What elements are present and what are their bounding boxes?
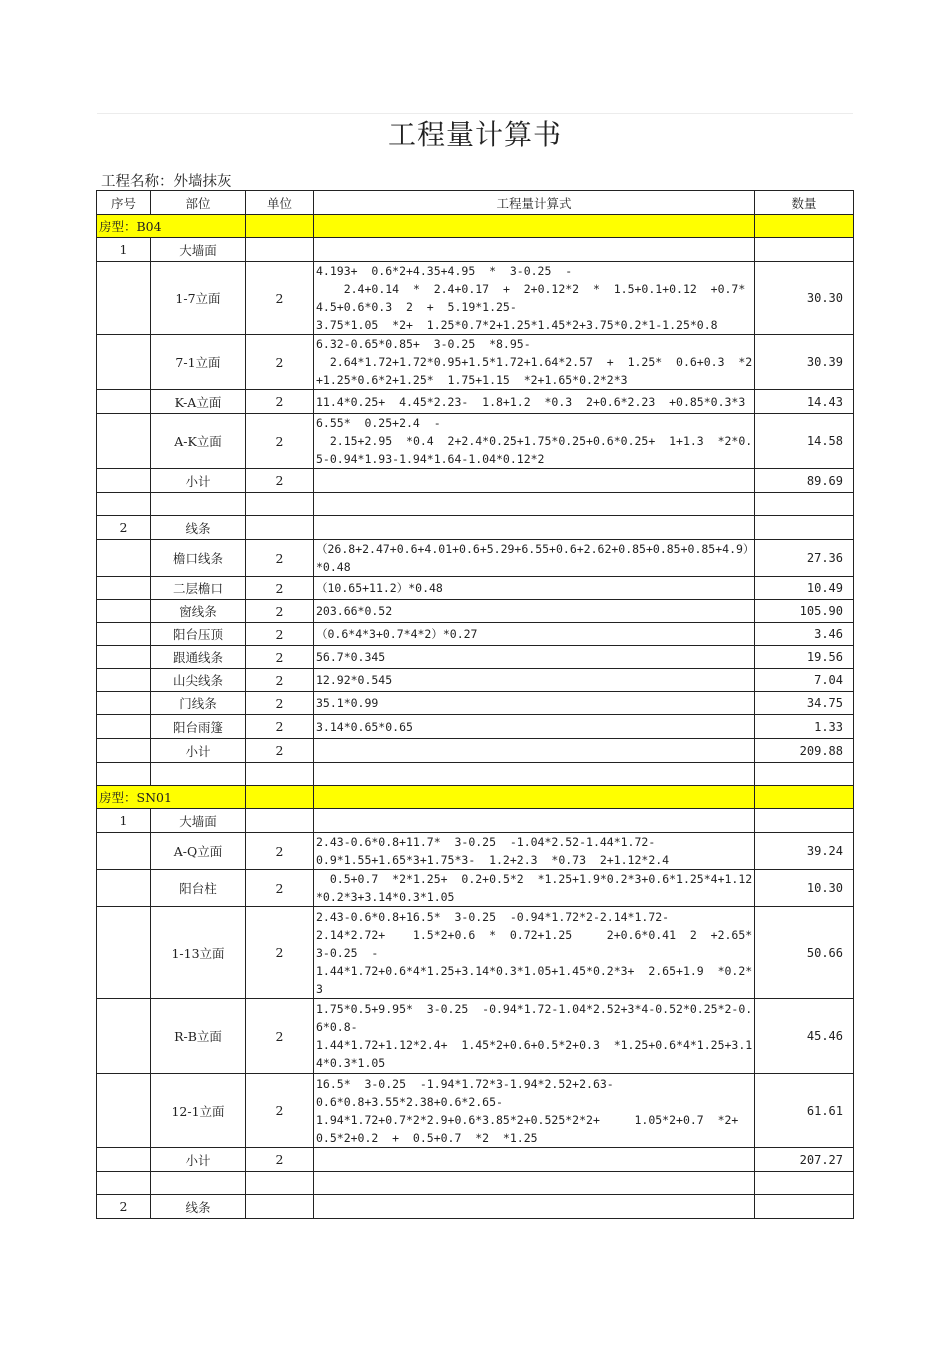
table-row — [97, 833, 854, 870]
header-index: 序号 — [97, 191, 151, 215]
row-unit: 2 — [246, 833, 314, 870]
section-row — [97, 215, 854, 238]
table-cell — [97, 469, 151, 493]
row-quantity: 10.49 — [755, 577, 854, 600]
group-name: 大墙面 — [151, 238, 246, 262]
table-cell — [246, 809, 314, 833]
row-unit: 2 — [246, 907, 314, 999]
subtotal-quantity: 209.88 — [755, 739, 854, 763]
row-quantity: 27.36 — [755, 540, 854, 577]
table-row — [97, 715, 854, 739]
row-part: 檐口线条 — [151, 540, 246, 577]
row-part: 门线条 — [151, 692, 246, 715]
row-formula: 11.4*0.25+ 4.45*2.23- 1.8+1.2 *0.3 2+0.6*2.23 +0.85*0.3*3 — [314, 390, 755, 414]
row-unit: 2 — [246, 715, 314, 739]
table-cell — [314, 469, 755, 493]
row-unit: 2 — [246, 1074, 314, 1148]
table-cell — [314, 1195, 755, 1219]
blank-row — [97, 763, 854, 786]
table-cell — [314, 215, 755, 238]
row-unit: 2 — [246, 999, 314, 1074]
row-quantity: 105.90 — [755, 600, 854, 623]
row-part: A-Q立面 — [151, 833, 246, 870]
table-cell — [151, 763, 246, 786]
row-formula: （10.65+11.2）*0.48 — [314, 577, 755, 600]
table-cell — [151, 493, 246, 516]
table-cell — [97, 623, 151, 646]
row-quantity: 30.39 — [755, 335, 854, 390]
table-cell — [755, 1195, 854, 1219]
table-cell — [97, 646, 151, 669]
table-cell — [97, 414, 151, 469]
group-number: 1 — [97, 238, 151, 262]
table-cell — [755, 1172, 854, 1195]
subtotal-unit: 2 — [246, 469, 314, 493]
table-cell — [246, 493, 314, 516]
row-formula: 6.55* 0.25+2.4 - 2.15+2.95 *0.4 2+2.4*0.25+1.75*0.25+0.6*0.25+ 1+1.3 *2*0.5-0.94*1.93-1.94*1.64-1.04*0.12*2 — [314, 414, 755, 469]
subtotal-quantity: 89.69 — [755, 469, 854, 493]
header-qty: 数量 — [755, 191, 854, 215]
table-cell — [97, 390, 151, 414]
table-cell — [755, 763, 854, 786]
group-name: 线条 — [151, 1195, 246, 1219]
section-row — [97, 786, 854, 809]
table-cell — [314, 516, 755, 540]
table-header-row — [97, 191, 854, 215]
row-formula: 12.92*0.545 — [314, 669, 755, 692]
table-cell — [314, 739, 755, 763]
table-cell — [97, 577, 151, 600]
table-cell — [97, 669, 151, 692]
row-part: 7-1立面 — [151, 335, 246, 390]
table-cell — [246, 516, 314, 540]
table-cell — [97, 692, 151, 715]
table-row — [97, 623, 854, 646]
quantity-table-body — [97, 191, 854, 1219]
group-row — [97, 238, 854, 262]
table-row — [97, 1074, 854, 1148]
group-name: 线条 — [151, 516, 246, 540]
subtotal-label: 小计 — [151, 1148, 246, 1172]
row-unit: 2 — [246, 390, 314, 414]
group-number: 2 — [97, 516, 151, 540]
row-unit: 2 — [246, 577, 314, 600]
table-cell — [314, 1172, 755, 1195]
row-formula: 56.7*0.345 — [314, 646, 755, 669]
table-cell — [151, 1172, 246, 1195]
table-row — [97, 540, 854, 577]
table-cell — [97, 493, 151, 516]
row-quantity: 61.61 — [755, 1074, 854, 1148]
header-unit: 单位 — [246, 191, 314, 215]
row-quantity: 34.75 — [755, 692, 854, 715]
table-cell — [97, 999, 151, 1074]
subtotal-row — [97, 739, 854, 763]
project-name-label: 工程名称：外墙抹灰 — [101, 174, 232, 190]
table-cell — [246, 786, 314, 809]
row-formula: 6.32-0.65*0.85+ 3-0.25 *8.95- 2.64*1.72+1.72*0.95+1.5*1.72+1.64*2.57 + 1.25* 0.6+0.3 *2+1.25*0.6*2+1.25* 1.75+1.15 *2+1.65*0.2*2*3 — [314, 335, 755, 390]
table-row — [97, 335, 854, 390]
page-title: 工程量计算书 — [387, 118, 562, 151]
table-cell — [97, 262, 151, 335]
header-formula: 工程量计算式 — [314, 191, 755, 215]
group-number: 2 — [97, 1195, 151, 1219]
row-quantity: 30.30 — [755, 262, 854, 335]
table-row — [97, 390, 854, 414]
row-quantity: 14.43 — [755, 390, 854, 414]
quantity-table — [96, 190, 854, 1219]
table-row — [97, 262, 854, 335]
table-row — [97, 600, 854, 623]
table-row — [97, 577, 854, 600]
section-label: 房型：SN01 — [97, 786, 246, 809]
section-label: 房型：B04 — [97, 215, 246, 238]
row-quantity: 3.46 — [755, 623, 854, 646]
row-formula: 2.43-0.6*0.8+16.5* 3-0.25 -0.94*1.72*2-2.14*1.72- 2.14*2.72+ 1.5*2+0.6 * 0.72+1.25 2+0.6*0.41 2 +2.65* 3-0.25 - 1.44*1.72+0.6*4*1.25+3.14*0.3*1.05+1.45*0.2*3+ 2.65+1.9 *0.2*3 — [314, 907, 755, 999]
row-quantity: 1.33 — [755, 715, 854, 739]
row-formula: 3.14*0.65*0.65 — [314, 715, 755, 739]
table-cell — [314, 493, 755, 516]
table-cell — [314, 786, 755, 809]
table-cell — [755, 786, 854, 809]
row-formula: （0.6*4*3+0.7*4*2）*0.27 — [314, 623, 755, 646]
table-cell — [97, 870, 151, 907]
table-row — [97, 907, 854, 999]
row-unit: 2 — [246, 414, 314, 469]
subtotal-row — [97, 1148, 854, 1172]
table-cell — [314, 238, 755, 262]
table-row — [97, 870, 854, 907]
blank-row — [97, 493, 854, 516]
row-part: 二层檐口 — [151, 577, 246, 600]
row-unit: 2 — [246, 335, 314, 390]
row-part: R-B立面 — [151, 999, 246, 1074]
row-formula: 1.75*0.5+9.95* 3-0.25 -0.94*1.72-1.04*2.52+3*4-0.52*0.25*2-0.6*0.8- 1.44*1.72+1.12*2.4+ 1.45*2+0.6+0.5*2+0.3 *1.25+0.6*4*1.25+3.14*0.3*1.05 — [314, 999, 755, 1074]
table-row — [97, 414, 854, 469]
table-cell — [97, 540, 151, 577]
header-part: 部位 — [151, 191, 246, 215]
table-cell — [246, 1172, 314, 1195]
row-unit: 2 — [246, 600, 314, 623]
subtotal-row — [97, 469, 854, 493]
table-row — [97, 646, 854, 669]
row-unit: 2 — [246, 262, 314, 335]
row-unit: 2 — [246, 669, 314, 692]
subtotal-label: 小计 — [151, 469, 246, 493]
group-row — [97, 516, 854, 540]
row-quantity: 14.58 — [755, 414, 854, 469]
table-cell — [314, 809, 755, 833]
row-unit: 2 — [246, 540, 314, 577]
row-quantity: 10.30 — [755, 870, 854, 907]
row-part: 跟通线条 — [151, 646, 246, 669]
table-row — [97, 692, 854, 715]
table-cell — [97, 1148, 151, 1172]
table-cell — [97, 1172, 151, 1195]
table-cell — [97, 335, 151, 390]
table-cell — [97, 1074, 151, 1148]
table-cell — [246, 215, 314, 238]
row-formula: 4.193+ 0.6*2+4.35+4.95 * 3-0.25 - 2.4+0.14 * 2.4+0.17 + 2+0.12*2 * 1.5+0.1+0.12 +0.7*4.5+0.6*0.3 2 + 5.19*1.25- 3.75*1.05 *2+ 1.25*0.7*2+1.25*1.45*2+3.75*0.2*1-1.25*0.8 — [314, 262, 755, 335]
row-part: A-K立面 — [151, 414, 246, 469]
row-formula: 35.1*0.99 — [314, 692, 755, 715]
subtotal-unit: 2 — [246, 739, 314, 763]
table-cell — [97, 907, 151, 999]
row-quantity: 45.46 — [755, 999, 854, 1074]
table-cell — [314, 763, 755, 786]
table-cell — [755, 516, 854, 540]
group-number: 1 — [97, 809, 151, 833]
row-unit: 2 — [246, 646, 314, 669]
row-quantity: 7.04 — [755, 669, 854, 692]
row-unit: 2 — [246, 692, 314, 715]
row-part: 阳台压顶 — [151, 623, 246, 646]
row-quantity: 39.24 — [755, 833, 854, 870]
table-cell — [314, 1148, 755, 1172]
table-cell — [246, 238, 314, 262]
group-name: 大墙面 — [151, 809, 246, 833]
row-part: K-A立面 — [151, 390, 246, 414]
table-cell — [97, 833, 151, 870]
table-row — [97, 999, 854, 1074]
row-unit: 2 — [246, 623, 314, 646]
table-cell — [97, 715, 151, 739]
row-formula: 2.43-0.6*0.8+11.7* 3-0.25 -1.04*2.52-1.44*1.72- 0.9*1.55+1.65*3+1.75*3- 1.2+2.3 *0.73 2+1.12*2.4 — [314, 833, 755, 870]
group-row — [97, 1195, 854, 1219]
table-cell — [755, 215, 854, 238]
row-part: 窗线条 — [151, 600, 246, 623]
table-cell — [246, 1195, 314, 1219]
row-formula: （26.8+2.47+0.6+4.01+0.6+5.29+6.55+0.6+2.62+0.85+0.85+0.85+4.9）*0.48 — [314, 540, 755, 577]
row-part: 山尖线条 — [151, 669, 246, 692]
row-part: 1-7立面 — [151, 262, 246, 335]
row-part: 1-13立面 — [151, 907, 246, 999]
row-part: 阳台柱 — [151, 870, 246, 907]
table-cell — [97, 739, 151, 763]
row-formula: 0.5+0.7 *2*1.25+ 0.2+0.5*2 *1.25+1.9*0.2*3+0.6*1.25*4+1.12*0.2*3+3.14*0.3*1.05 — [314, 870, 755, 907]
row-formula: 203.66*0.52 — [314, 600, 755, 623]
table-cell — [755, 809, 854, 833]
table-cell — [755, 493, 854, 516]
row-quantity: 19.56 — [755, 646, 854, 669]
subtotal-label: 小计 — [151, 739, 246, 763]
row-part: 阳台雨篷 — [151, 715, 246, 739]
row-part: 12-1立面 — [151, 1074, 246, 1148]
table-cell — [755, 238, 854, 262]
row-formula: 16.5* 3-0.25 -1.94*1.72*3-1.94*2.52+2.63- 0.6*0.8+3.55*2.38+0.6*2.65- 1.94*1.72+0.7*2*2.9+0.6*3.85*2+0.525*2*2+ 1.05*2+0.7 *2+ 0.5*2+0.2 + 0.5+0.7 *2 *1.25 — [314, 1074, 755, 1148]
subtotal-quantity: 207.27 — [755, 1148, 854, 1172]
row-quantity: 50.66 — [755, 907, 854, 999]
row-unit: 2 — [246, 870, 314, 907]
blank-row — [97, 1172, 854, 1195]
table-cell — [97, 763, 151, 786]
group-row — [97, 809, 854, 833]
table-cell — [246, 763, 314, 786]
subtotal-unit: 2 — [246, 1148, 314, 1172]
table-row — [97, 669, 854, 692]
table-cell — [97, 600, 151, 623]
